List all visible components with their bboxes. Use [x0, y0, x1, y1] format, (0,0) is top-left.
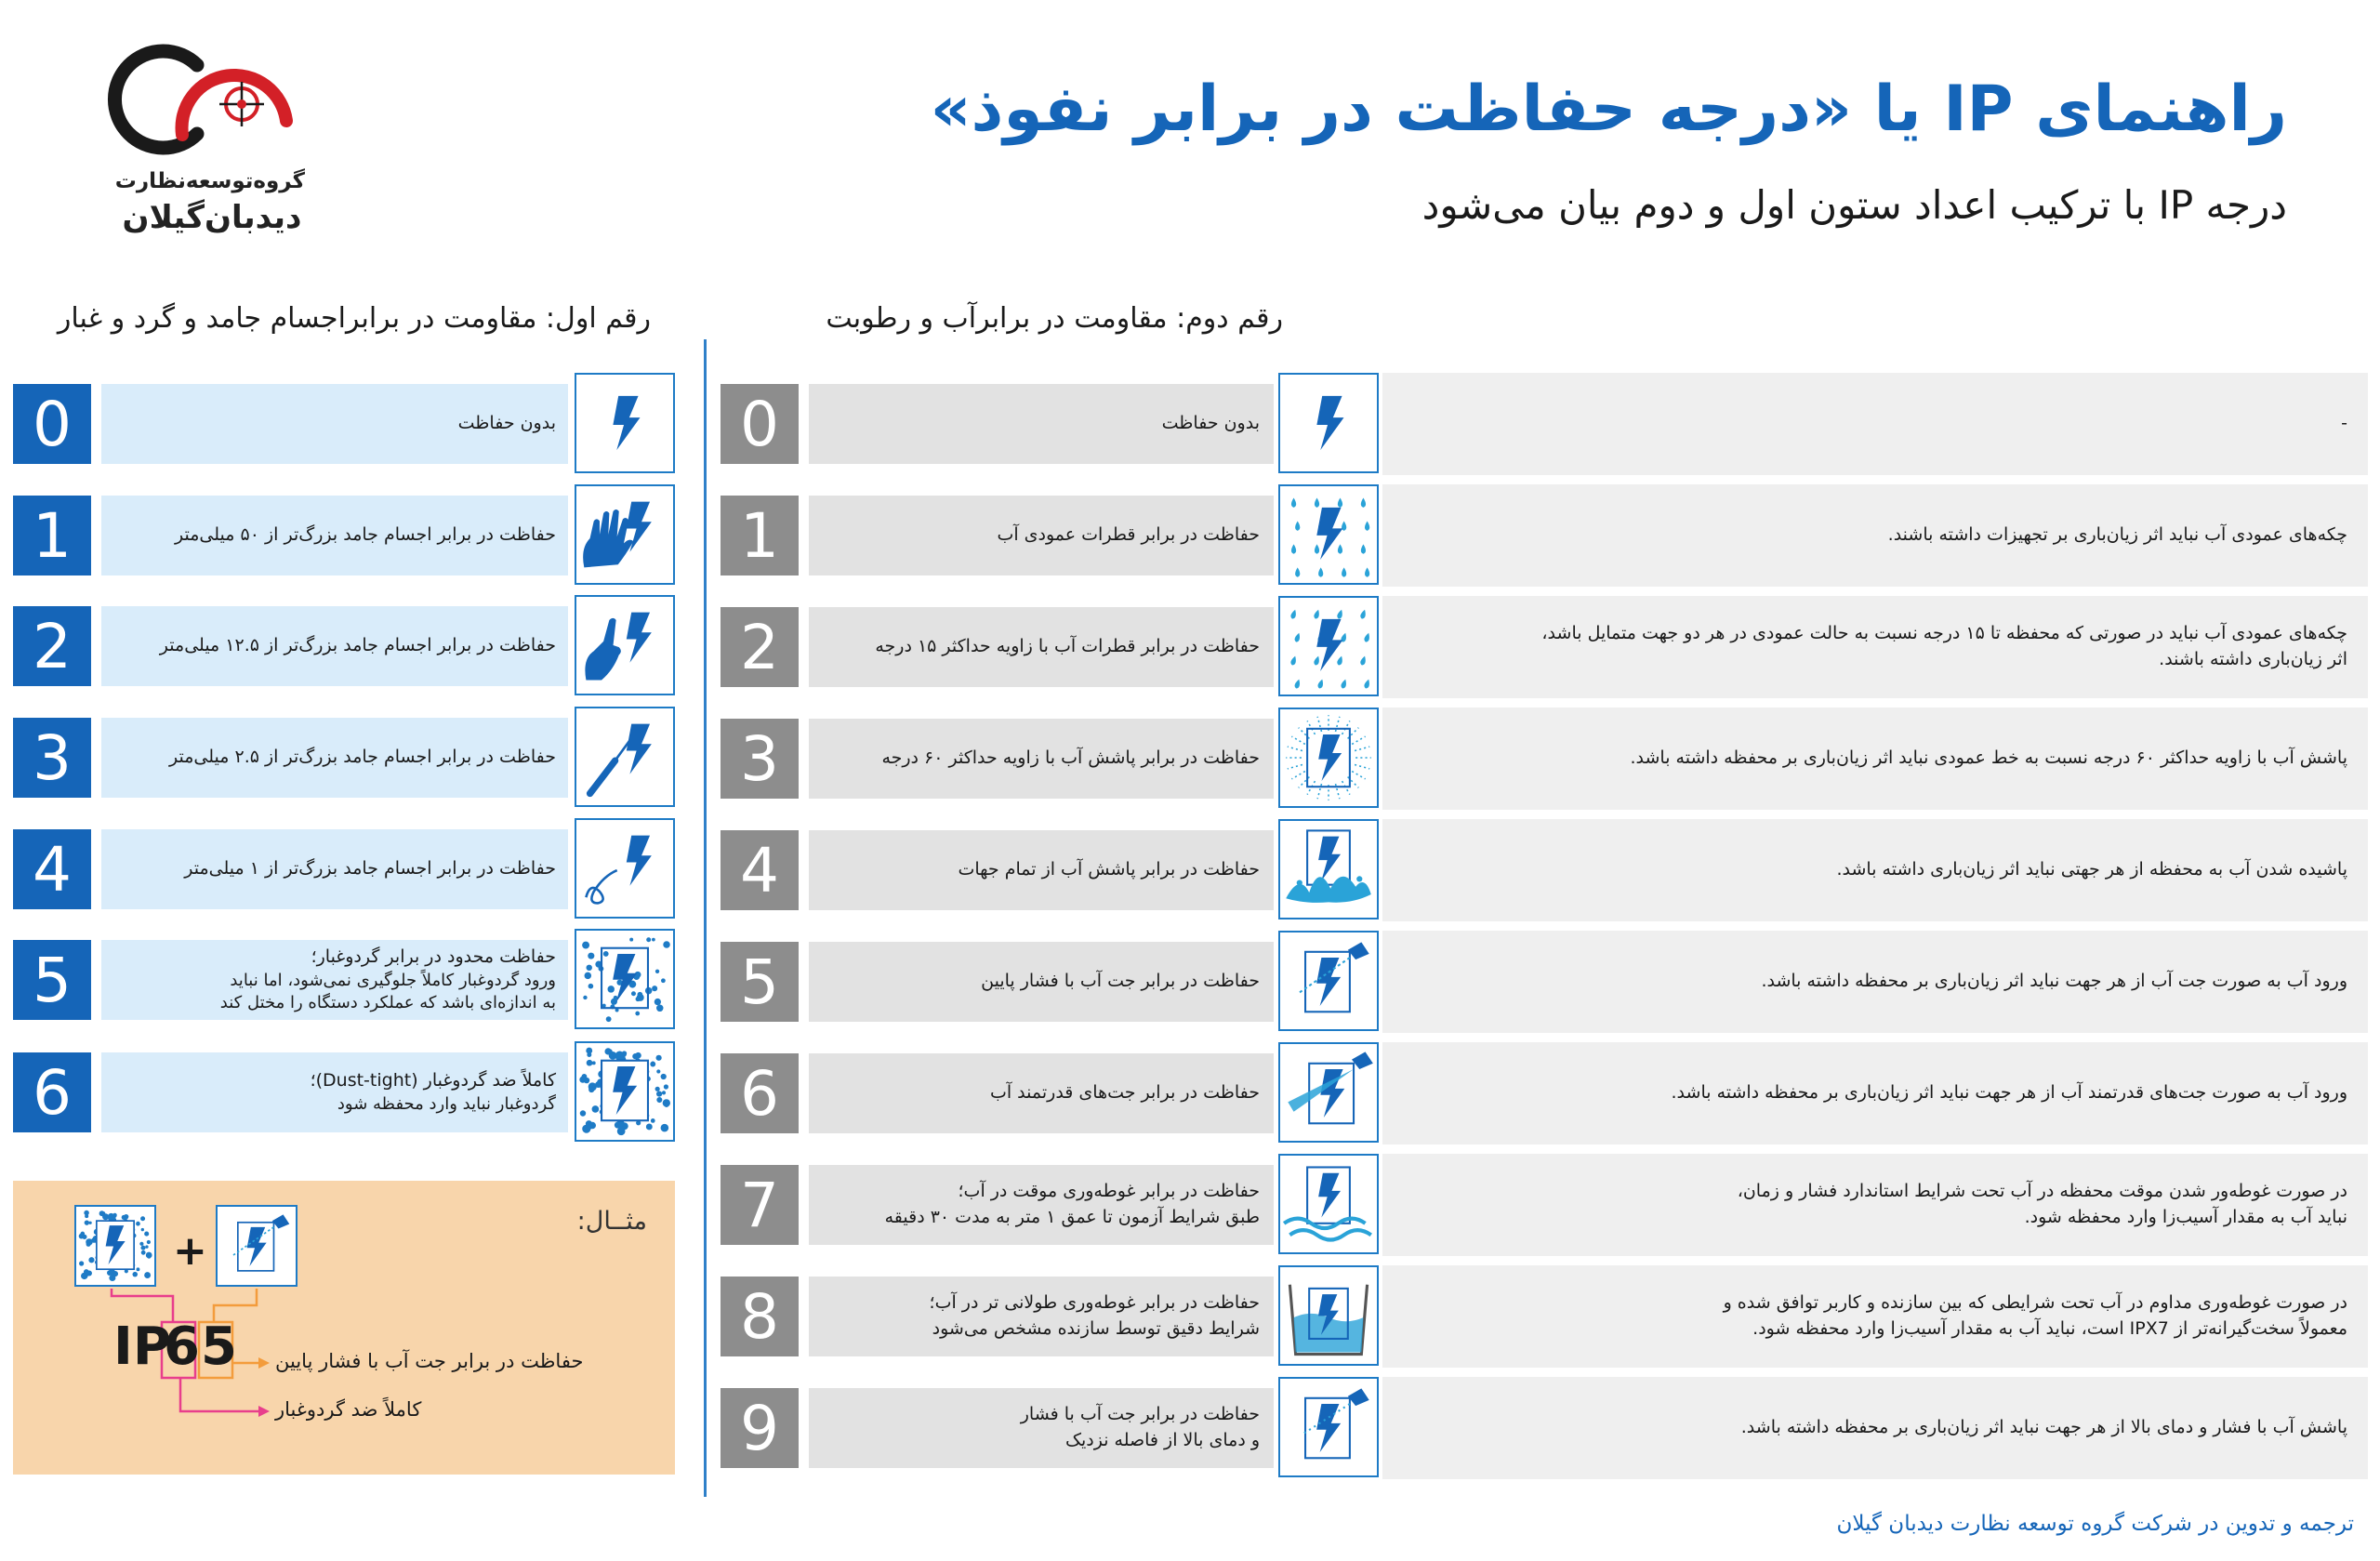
example-ip-prefix: IP	[113, 1316, 171, 1377]
description-line: حفاظت در برابر پاشش آب از تمام جهات	[958, 859, 1260, 880]
description-text	[812, 607, 1265, 687]
description-text	[812, 830, 1265, 910]
bolt-icon	[575, 373, 675, 473]
description-line: شرایط دقیق توسط سازنده مشخص می‌شود	[932, 1318, 1260, 1339]
description-text	[812, 496, 1265, 575]
digit-badge: 2	[721, 607, 799, 687]
description-line: حفاظت محدود در برابر گردوغبار؛	[311, 946, 556, 967]
detail-line: چکه‌های عمودی آب نباید در صورتی که محفظه تا ۱۵ درجه نسبت به حالت عمودی در هر دو جهت متمایل باشد،	[1541, 623, 2347, 644]
description-text	[812, 1165, 1265, 1245]
description-text	[106, 940, 563, 1020]
first-digit-row	[13, 606, 675, 692]
jet-icon	[1278, 931, 1379, 1031]
digit-badge: 2	[13, 606, 91, 686]
dust-tight-icon	[575, 1041, 675, 1142]
detail-line: ورود آب به صورت جت آب از هر جهت نباید اثر زیان‌باری بر محفظه داشته باشد.	[1761, 971, 2347, 992]
description-text	[106, 384, 563, 464]
description-line: ورود گردوغبار کاملاً جلوگیری نمی‌شود، اما نباید	[230, 970, 556, 990]
first-digit-heading: رقم اول: مقاومت در برابراجسام جامد و گرد و غبار	[57, 302, 651, 335]
description-line: طبق شرایط آزمون تا عمق ۱ متر به مدت ۳۰ دقیقه	[884, 1207, 1260, 1227]
description-line: و دمای بالا از فاصله نزدیک	[1064, 1430, 1260, 1450]
detail-line: پاشیده شدن آب به محفظه از هر جهتی نباید اثر زیان‌باری داشته باشد.	[1836, 859, 2347, 880]
description-text	[812, 1053, 1265, 1133]
digit-badge: 5	[721, 942, 799, 1022]
screwdriver-icon	[575, 707, 675, 807]
description-text	[106, 1052, 563, 1132]
detail-text	[1382, 596, 2368, 698]
second-digit-row	[721, 373, 2368, 475]
description-text	[106, 496, 563, 575]
detail-text	[1382, 1154, 2368, 1256]
immersion-icon	[1278, 1154, 1379, 1254]
digit-badge: 7	[721, 1165, 799, 1245]
description-line: حفاظت در برابر غوطه‌وری طولانی تر در آب؛	[929, 1292, 1260, 1314]
detail-text	[1382, 819, 2368, 921]
description-line: حفاظت در برابر غوطه‌وری موقت در آب؛	[958, 1181, 1260, 1202]
example-connectors	[13, 1181, 675, 1475]
description-line: حفاظت در برابر قطرات عمودی آب	[997, 524, 1260, 546]
first-digit-row	[13, 1052, 675, 1138]
detail-line: ورود آب به صورت جت‌های قدرتمند آب از هر جهت نباید اثر زیان‌باری بر محفظه داشته باشد.	[1671, 1082, 2347, 1104]
plus-sign: +	[173, 1227, 207, 1275]
company-logo	[100, 37, 305, 251]
submersion-icon	[1278, 1265, 1379, 1366]
powerful-jet-icon	[1278, 1042, 1379, 1143]
description-line: حفاظت در برابر اجسام جامد بزرگ‌تر از ۱۲.۵ میلی‌متر	[159, 635, 556, 656]
description-line: به اندازه‌ای باشد که عملکرد دستگاه را مختل کند	[219, 992, 556, 1012]
detail-line: در صورت غوطه‌وری مداوم در آب تحت شرایطی که بین سازنده و کاربر توافق شده و	[1723, 1292, 2347, 1314]
example-label: مثــال:	[576, 1207, 647, 1236]
digit-badge: 1	[13, 496, 91, 575]
detail-line: در صورت غوطه‌ور شدن موقت محفظه در آب تحت شرایط استاندارد فشار و زمان،	[1737, 1181, 2347, 1202]
description-line: حفاظت در برابر اجسام جامد بزرگ‌تر از ۱ میلی‌متر	[184, 858, 556, 880]
description-line: بدون حفاظت	[457, 413, 556, 434]
footer-credit: ترجمه و تدوین در شرکت گروه توسعه نظارت دیدبان گیلان	[1836, 1512, 2354, 1536]
tilted-drops-icon	[1278, 596, 1379, 696]
description-text	[106, 718, 563, 798]
detail-text	[1382, 484, 2368, 587]
spray-icon	[1278, 708, 1379, 808]
digit-badge: 0	[13, 384, 91, 464]
digit-badge: 4	[721, 830, 799, 910]
example-first-digit: 6	[164, 1316, 200, 1377]
second-digit-row	[721, 931, 2368, 1033]
digit-badge: 6	[721, 1053, 799, 1133]
finger-icon	[575, 595, 675, 695]
example-water-note: حفاظت در برابر جت آب با فشار پایین	[275, 1350, 584, 1372]
splash-icon	[1278, 819, 1379, 919]
second-digit-row	[721, 819, 2368, 921]
hand-icon	[575, 484, 675, 585]
dust-partial-icon	[575, 929, 675, 1029]
digit-badge: 0	[721, 384, 799, 464]
detail-line: پاشش آب با زاویه حداکثر ۶۰ درجه نسبت به خط عمودی نباید اثر زیان‌باری بر محفظه داشته باشد.	[1630, 747, 2347, 769]
description-text	[106, 829, 563, 909]
page-title: راهنمای IP یا «درجه حفاظت در برابر نفوذ»	[930, 73, 2287, 146]
detail-line: چکه‌های عمودی آب نباید اثر زیان‌باری بر تجهیزات داشته باشند.	[1887, 524, 2347, 546]
second-digit-row	[721, 1265, 2368, 1368]
first-digit-row	[13, 940, 675, 1025]
detail-text	[1382, 1042, 2368, 1144]
description-line: کاملاً ضد گردوغبار (Dust-tight)؛	[310, 1070, 556, 1091]
second-digit-row	[721, 1042, 2368, 1144]
detail-text	[1382, 1265, 2368, 1368]
second-digit-row	[721, 708, 2368, 810]
first-digit-row	[13, 829, 675, 915]
first-digit-row	[13, 496, 675, 581]
vertical-drops-icon	[1278, 484, 1379, 585]
example-dust-note: کاملاً ضد گردوغبار	[275, 1398, 422, 1421]
description-line: حفاظت در برابر جت‌های قدرتمند آب	[989, 1082, 1260, 1104]
digit-badge: 4	[13, 829, 91, 909]
logo-mark-icon	[100, 37, 305, 167]
detail-line: معمولاً سخت‌گیرانه‌تر از IPX7 است، نباید آب به مقدار آسیب‌زا وارد محفظه شود.	[1752, 1318, 2347, 1339]
logo-line-1: گروه‌توسعه‌نظارت	[114, 169, 305, 193]
digit-badge: 8	[721, 1277, 799, 1356]
description-text	[812, 942, 1265, 1022]
description-text	[812, 1277, 1265, 1356]
bolt-icon	[1278, 373, 1379, 473]
detail-text	[1382, 373, 2368, 475]
column-divider	[704, 339, 707, 1497]
detail-line: اثر زیان‌باری داشته باشند.	[2159, 649, 2347, 669]
digit-badge: 3	[13, 718, 91, 798]
digit-badge: 5	[13, 940, 91, 1020]
second-digit-heading: رقم دوم: مقاومت در برابرآب و رطوبت	[826, 302, 1283, 335]
second-digit-row	[721, 596, 2368, 698]
second-digit-row	[721, 1377, 2368, 1479]
second-digit-row	[721, 484, 2368, 587]
digit-badge: 3	[721, 719, 799, 799]
first-digit-row	[13, 384, 675, 470]
digit-badge: 9	[721, 1388, 799, 1468]
description-text	[812, 1388, 1265, 1468]
detail-line: -	[2341, 413, 2347, 434]
detail-text	[1382, 931, 2368, 1033]
example-second-digit: 5	[201, 1316, 237, 1377]
digit-badge: 6	[13, 1052, 91, 1132]
detail-text	[1382, 708, 2368, 810]
description-line: حفاظت در برابر اجسام جامد بزرگ‌تر از ۲.۵ میلی‌متر	[169, 747, 556, 768]
second-digit-row	[721, 1154, 2368, 1256]
description-line: بدون حفاظت	[1161, 413, 1260, 434]
example-box	[13, 1181, 675, 1475]
hot-jet-icon	[1278, 1377, 1379, 1477]
page-subtitle: درجه IP با ترکیب اعداد ستون اول و دوم بیان می‌شود	[1421, 182, 2287, 228]
description-line: حفاظت در برابر قطرات آب با زاویه حداکثر ۱۵ درجه	[875, 636, 1260, 657]
description-line: حفاظت در برابر پاشش آب با زاویه حداکثر ۶۰ درجه	[881, 747, 1260, 769]
description-text	[106, 606, 563, 686]
description-line: حفاظت در برابر جت آب با فشار پایین	[981, 971, 1260, 992]
detail-line: نباید آب به مقدار آسیب‌زا وارد محفظه شود.	[2024, 1207, 2347, 1227]
description-text	[812, 719, 1265, 799]
digit-badge: 1	[721, 496, 799, 575]
first-digit-row	[13, 718, 675, 803]
wire-icon	[575, 818, 675, 919]
logo-line-2: دیدبان‌گیلان	[122, 199, 302, 236]
detail-line: پاشش آب با فشار و دمای بالا از هر جهت نباید اثر زیان‌باری بر محفظه داشته باشد.	[1740, 1417, 2347, 1438]
detail-text	[1382, 1377, 2368, 1479]
description-text	[812, 384, 1265, 464]
description-line: گردوغبار نباید وارد محفظه شود	[337, 1093, 556, 1114]
description-line: حفاظت در برابر اجسام جامد بزرگ‌تر از ۵۰ میلی‌متر	[175, 524, 556, 546]
description-line: حفاظت در برابر جت آب با فشار	[1020, 1404, 1260, 1425]
